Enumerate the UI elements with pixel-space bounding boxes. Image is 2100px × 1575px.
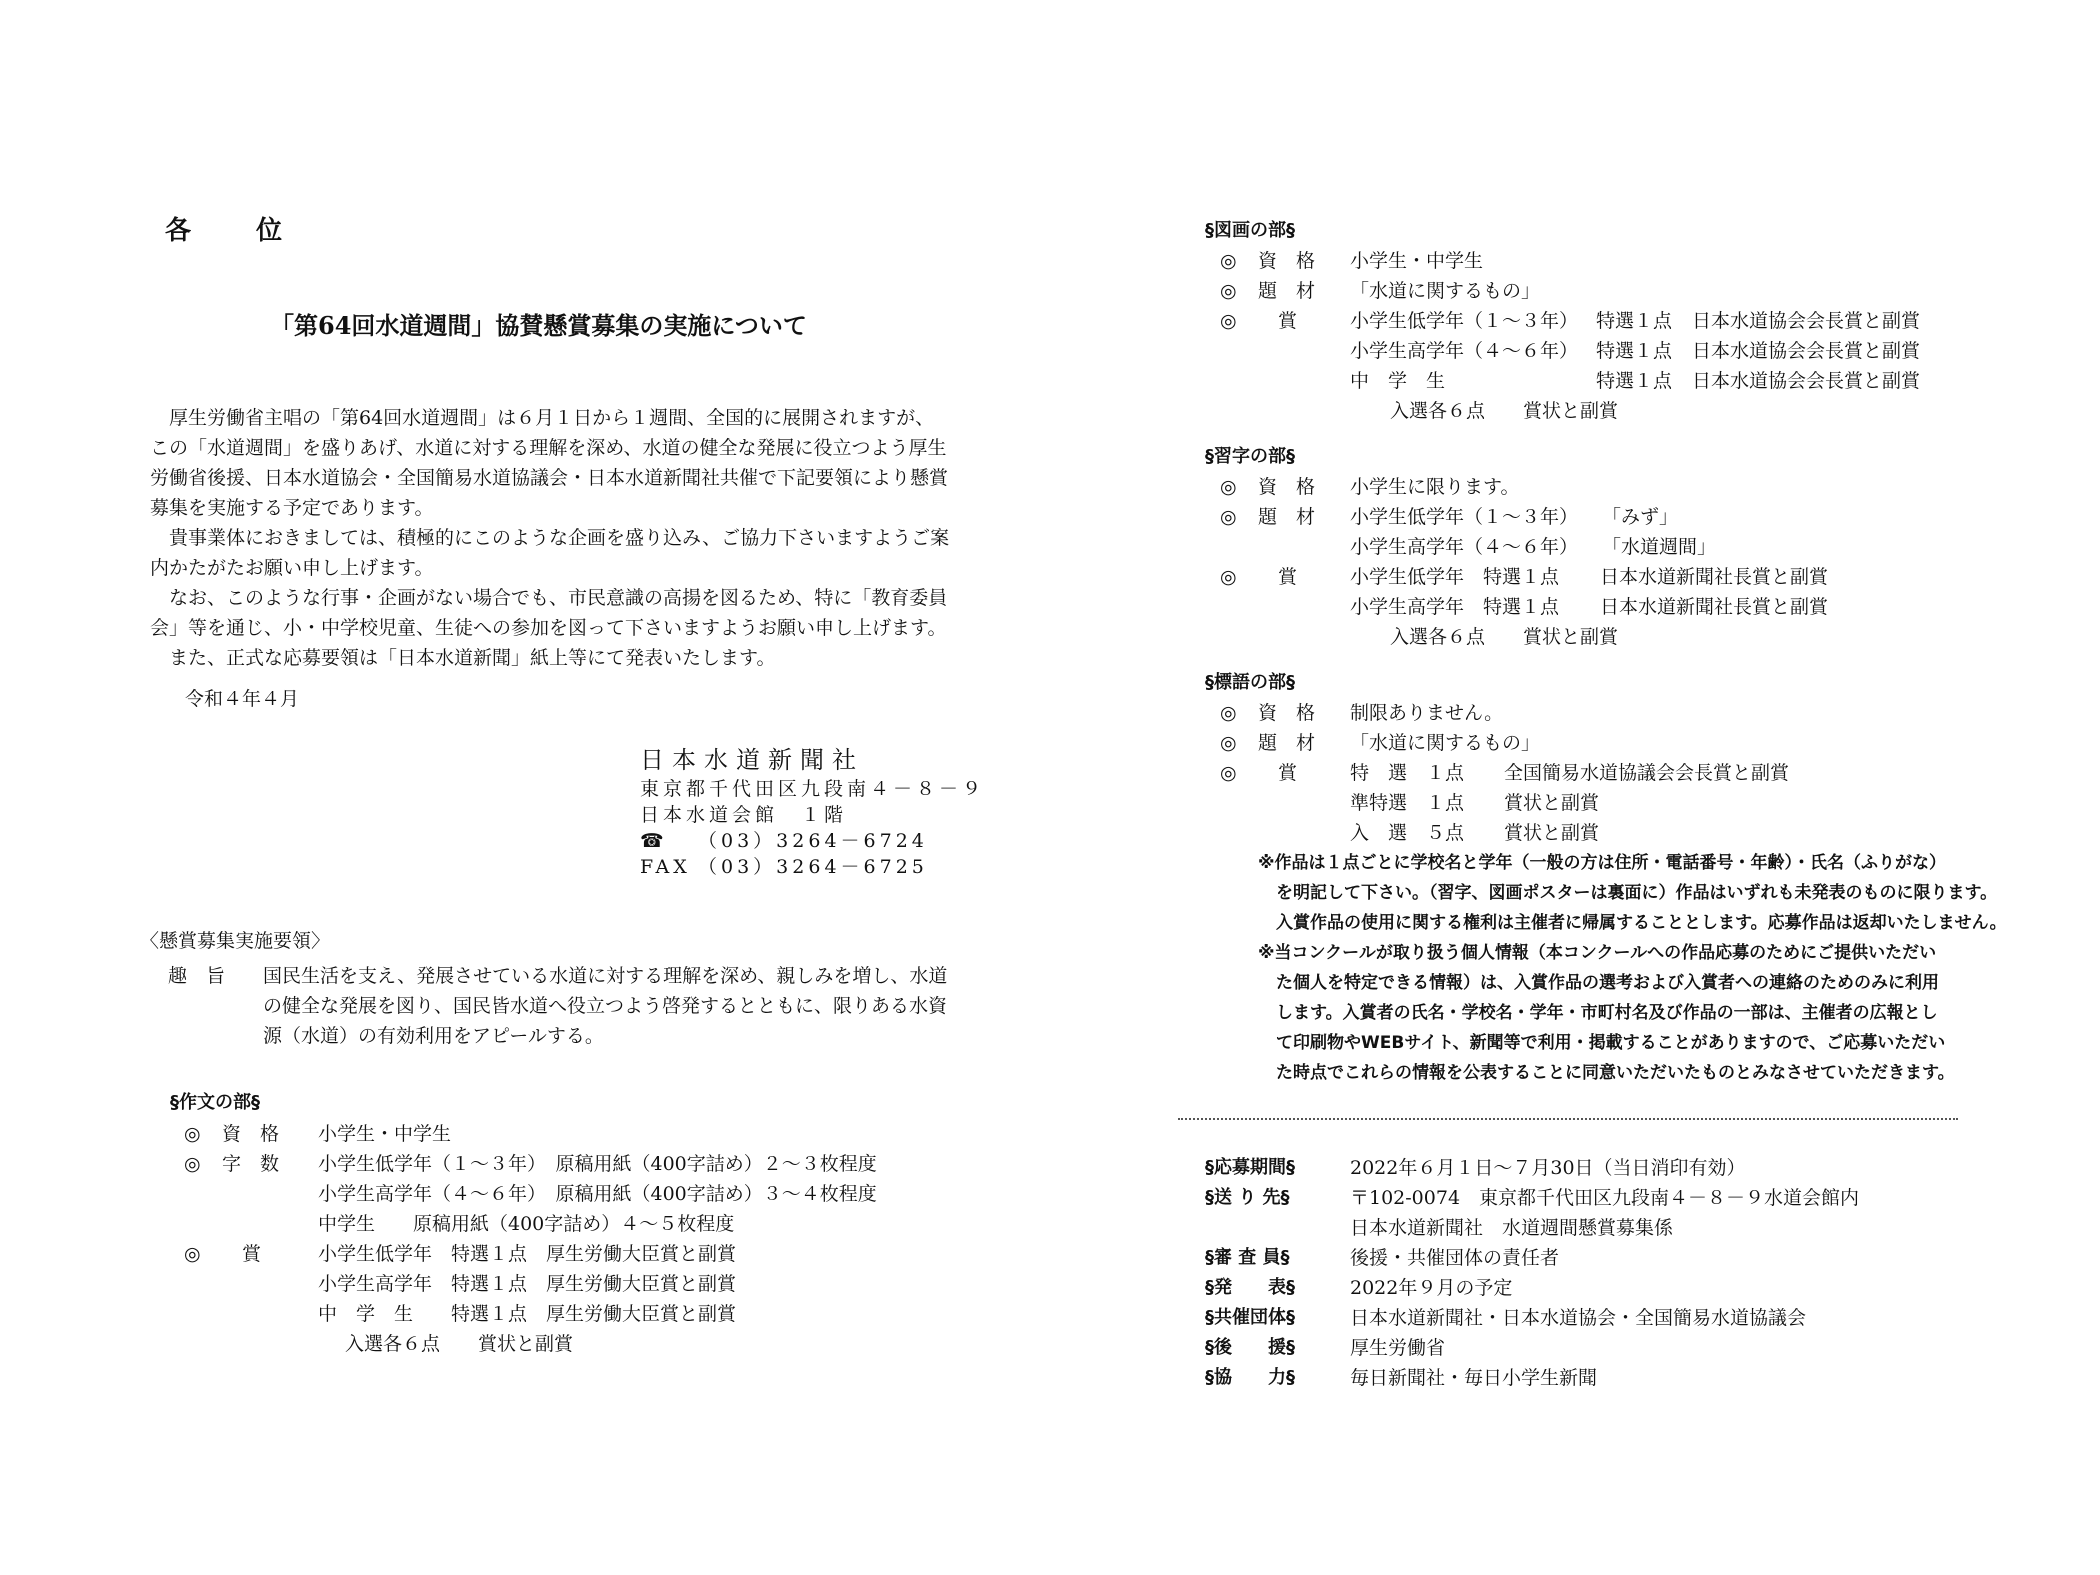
calligraphy-prize-label: 賞: [1278, 566, 1298, 588]
calligraphy-theme-cat: 小学生低学年（１～３年）: [1350, 506, 1579, 528]
slogan-prize-desc: 賞状と副賞: [1504, 822, 1600, 844]
intro-line: また、正式な応募要領は「日本水道新聞」紙上等にて発表いたします。: [169, 647, 776, 669]
essay-prize: 中 学 生 特選１点 厚生労働大臣賞と副賞: [318, 1303, 737, 1325]
marker-icon: ◎: [184, 1243, 201, 1265]
calligraphy-prize-cat: 小学生低学年 特選１点: [1350, 566, 1560, 588]
essay-count-label: 字 数: [222, 1153, 280, 1175]
info-label: §送 り 先§: [1205, 1187, 1290, 1208]
note-line: ※当コンクールが取り扱う個人情報（本コンクールへの作品応募のためにご提供いただい: [1258, 943, 1937, 963]
calligraphy-prize-desc: 日本水道新聞社長賞と副賞: [1600, 596, 1829, 618]
drawing-prize-award: 特選１点: [1596, 310, 1673, 332]
drawing-prize-cat: 中 学 生: [1350, 370, 1446, 392]
intro-line: 労働省後援、日本水道協会・全国簡易水道協議会・日本水道新聞社共催で下記要領により懸賞: [150, 467, 949, 489]
essay-prize-label: 賞: [242, 1243, 262, 1265]
marker-icon: ◎: [1220, 250, 1237, 272]
phone-icon: ☎: [640, 830, 668, 852]
summary-label: 趣 旨: [168, 965, 226, 987]
fax-label: FAX: [640, 856, 691, 878]
publisher-building: 日本水道会館 １階: [640, 804, 848, 826]
note-line: て印刷物やWEBサイト、新聞等で利用・掲載することがありますので、ご応募いただい: [1276, 1033, 1946, 1053]
marker-icon: ◎: [1220, 310, 1237, 332]
slogan-prize-desc: 賞状と副賞: [1504, 792, 1600, 814]
calligraphy-qual-label: 資 格: [1258, 476, 1316, 498]
slogan-qual: 制限ありません。: [1350, 702, 1504, 724]
summary-heading: 〈懸賞募集実施要領〉: [140, 930, 331, 952]
drawing-qual: 小学生・中学生: [1350, 250, 1484, 272]
note-line: を明記して下さい。（習字、図画ポスターは裏面に）作品はいずれも未発表のものに限ります。: [1276, 883, 1998, 903]
essay-honorable: 入選各６点 賞状と副賞: [345, 1333, 574, 1355]
publisher-address: 東京都千代田区九段南４－８－９: [640, 778, 986, 800]
summary-line: 源（水道）の有効利用をアピールする。: [263, 1025, 604, 1047]
drawing-prize-cat: 小学生高学年（４～６年）: [1350, 340, 1579, 362]
publisher-fax: [640, 854, 985, 880]
info-value: 日本水道新聞社 水道週間懸賞募集係: [1350, 1217, 1674, 1239]
info-value: 毎日新聞社・毎日小学生新聞: [1350, 1367, 1598, 1389]
slogan-prize-cat: 準特選 １点: [1350, 792, 1465, 814]
essay-prize: 小学生高学年 特選１点 厚生労働大臣賞と副賞: [318, 1273, 737, 1295]
drawing-prize-desc: 日本水道協会会長賞と副賞: [1692, 340, 1921, 362]
info-value: 2022年６月１日～７月30日（当日消印有効）: [1350, 1157, 1746, 1179]
slogan-prize-cat: 入 選 ５点: [1350, 822, 1465, 844]
calligraphy-theme-cat: 小学生高学年（４～６年）: [1350, 536, 1579, 558]
intro-line: この「水道週間」を盛りあげ、水道に対する理解を深め、水道の健全な発展に役立つよう厚生: [150, 437, 947, 459]
drawing-theme: 「水道に関するもの」: [1350, 280, 1541, 302]
marker-icon: ◎: [184, 1123, 201, 1145]
document-title: 「第64回水道週間」協賛懸賞募集の実施について: [270, 311, 807, 340]
info-value: 日本水道新聞社・日本水道協会・全国簡易水道協議会: [1350, 1307, 1807, 1329]
drawing-prize-award: 特選１点: [1596, 370, 1673, 392]
addressee: 各 位: [165, 216, 311, 246]
essay-qual: 小学生・中学生: [318, 1123, 452, 1145]
calligraphy-prize-desc: 日本水道新聞社長賞と副賞: [1600, 566, 1829, 588]
publisher-phone: [640, 828, 985, 854]
drawing-prize-desc: 日本水道協会会長賞と副賞: [1692, 310, 1921, 332]
essay-count: 小学生高学年（４～６年） 原稿用紙（400字詰め）３～４枚程度: [318, 1183, 877, 1205]
fax-number: （03）3264－6725: [698, 856, 928, 878]
publisher-block: [640, 744, 985, 880]
calligraphy-theme-word: 「水道週間」: [1602, 536, 1717, 558]
note-line: ※作品は１点ごとに学校名と学年（一般の方は住所・電話番号・年齢）・氏名（ふりがな）: [1258, 853, 1947, 873]
marker-icon: ◎: [1220, 566, 1237, 588]
calligraphy-honorable: 入選各６点 賞状と副賞: [1390, 626, 1619, 648]
essay-prize: 小学生低学年 特選１点 厚生労働大臣賞と副賞: [318, 1243, 737, 1265]
essay-count: 小学生低学年（１～３年） 原稿用紙（400字詰め）２～３枚程度: [318, 1153, 877, 1175]
slogan-prize-label: 賞: [1278, 762, 1298, 784]
info-value: 2022年９月の予定: [1350, 1277, 1513, 1299]
calligraphy-theme-word: 「みず」: [1602, 506, 1679, 528]
note-line: た時点でこれらの情報を公表することに同意いただいたものとみなさせていただきます。: [1276, 1063, 1955, 1083]
publisher-name: 日本水道新聞社: [640, 746, 864, 774]
issue-date: 令和４年４月: [185, 688, 300, 710]
drawing-prize-label: 賞: [1278, 310, 1298, 332]
drawing-theme-label: 題 材: [1258, 280, 1316, 302]
intro-line: 募集を実施する予定であります。: [150, 497, 434, 519]
drawing-heading: §図画の部§: [1205, 220, 1295, 241]
essay-qual-label: 資 格: [222, 1123, 280, 1145]
drawing-qual-label: 資 格: [1258, 250, 1316, 272]
marker-icon: ◎: [1220, 476, 1237, 498]
slogan-theme: 「水道に関するもの」: [1350, 732, 1541, 754]
marker-icon: ◎: [1220, 702, 1237, 724]
essay-heading: §作文の部§: [170, 1092, 260, 1113]
slogan-theme-label: 題 材: [1258, 732, 1316, 754]
info-label: §後 援§: [1205, 1337, 1295, 1358]
marker-icon: ◎: [1220, 762, 1237, 784]
summary-line: 国民生活を支え、発展させている水道に対する理解を深め、親しみを増し、水道: [263, 965, 948, 987]
info-label: §発 表§: [1205, 1277, 1295, 1298]
intro-line: 内かたがたお願い申し上げます。: [150, 557, 434, 579]
intro-text: [150, 403, 950, 673]
info-label: §協 力§: [1205, 1367, 1295, 1388]
drawing-prize-award: 特選１点: [1596, 340, 1673, 362]
phone-number: （03）3264－6724: [698, 830, 928, 852]
info-label: §応募期間§: [1205, 1157, 1295, 1178]
intro-line: 厚生労働省主唱の「第64回水道週間」は６月１日から１週間、全国的に展開されますが、: [169, 407, 935, 429]
info-label: §審 査 員§: [1205, 1247, 1290, 1268]
summary-line: の健全な発展を図り、国民皆水道へ役立つよう啓発するとともに、限りある水資: [263, 995, 948, 1017]
note-line: 入賞作品の使用に関する権利は主催者に帰属することとします。応募作品は返却いたしません。: [1276, 913, 2007, 933]
calligraphy-qual: 小学生に限ります。: [1350, 476, 1520, 498]
info-label: §共催団体§: [1205, 1307, 1295, 1328]
calligraphy-prize-cat: 小学生高学年 特選１点: [1350, 596, 1560, 618]
drawing-honorable: 入選各６点 賞状と副賞: [1390, 400, 1619, 422]
intro-line: なお、このような行事・企画がない場合でも、市民意識の高揚を図るため、特に「教育委員: [169, 587, 948, 609]
drawing-prize-desc: 日本水道協会会長賞と副賞: [1692, 370, 1921, 392]
note-line: します。入賞者の氏名・学校名・学年・市町村名及び作品の一部は、主催者の広報とし: [1276, 1003, 1938, 1023]
info-value: 〒102-0074 東京都千代田区九段南４－８－９水道会館内: [1350, 1187, 1860, 1209]
essay-count: 中学生 原稿用紙（400字詰め）４～５枚程度: [318, 1213, 735, 1235]
intro-line: 貴事業体におきましては、積極的にこのような企画を盛り込み、ご協力下さいますようご案: [169, 527, 950, 549]
drawing-prize-cat: 小学生低学年（１～３年）: [1350, 310, 1579, 332]
dotted-divider: [1178, 1118, 1958, 1120]
marker-icon: ◎: [1220, 280, 1237, 302]
marker-icon: ◎: [1220, 506, 1237, 528]
info-value: 後援・共催団体の責任者: [1350, 1247, 1560, 1269]
calligraphy-heading: §習字の部§: [1205, 446, 1295, 467]
slogan-heading: §標語の部§: [1205, 672, 1295, 693]
marker-icon: ◎: [1220, 732, 1237, 754]
slogan-prize-desc: 全国簡易水道協議会会長賞と副賞: [1504, 762, 1790, 784]
intro-line: 会」等を通じ、小・中学校児童、生徒への参加を図って下さいますようお願い申し上げます。: [150, 617, 947, 639]
info-value: 厚生労働省: [1350, 1337, 1446, 1359]
calligraphy-theme-label: 題 材: [1258, 506, 1316, 528]
note-line: た個人を特定できる情報）は、入賞作品の選考および入賞者への連絡のためのみに利用: [1276, 973, 1939, 993]
marker-icon: ◎: [184, 1153, 201, 1175]
slogan-qual-label: 資 格: [1258, 702, 1316, 724]
slogan-prize-cat: 特 選 １点: [1350, 762, 1465, 784]
